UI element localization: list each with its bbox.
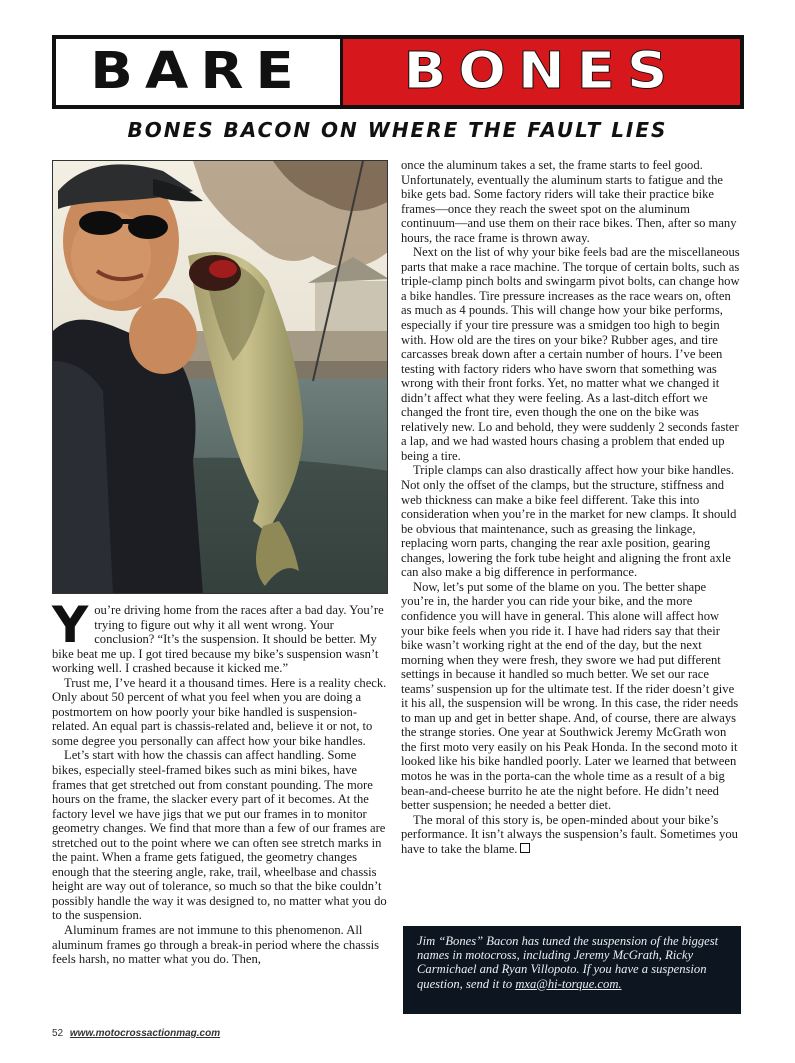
article-subtitle: BONES BACON ON WHERE THE FAULT LIES: [127, 118, 668, 142]
article-paragraph-2: Trust me, I’ve heard it a thousand times. Here is a reality check. Only about 50 percent of what you feel when you are doing a postmortem on how poorly your bike handled is suspension-related. An equal part is chassis-related and, believe it or not, to some degree you personally can affect how your bike handles.: [52, 675, 387, 748]
article-paragraph-7: Triple clamps can also drastically affect how your bike handles. Not only the offset of the clamps, but the structure, stiffness and web thickness can make a bike feel different. Take this into consideration when you’re in the market for new clamps. It should be obvious that maintenance, such as greasing the linkage, replacing worn parts, changing the rear axle position, gearing changes, lowering the fork tube height and aligning the front axle can also make a big difference in performance.: [401, 463, 737, 580]
article-paragraph-9: The moral of this story is, be open-minded about your bike’s performance. It isn’t always the suspension’s fault. Sometimes you have to take the blame.: [401, 812, 738, 856]
bare-bones-banner: [52, 35, 744, 109]
banner-title-bones: BONES: [403, 42, 680, 101]
article-paragraph-6: Next on the list of why your bike feels bad are the miscellaneous parts that make a race machine. The torque of certain bolts, such as triple-clamp pinch bolts and swingarm pivot bolts, can change how a bike handles. Tire pressure increases as the race wears on, often as much as 4 pounds. This will change how your bike performs, especially if your tire pressure was a smidgen too high to begin with. How old are the tires on your bike? Rubber ages, and tire carcasses break down after a certain number of hours. I’ve been testing with factory riders who have sworn that something was wrong with their front forks. Yet, no matter what we changed it didn’t affect what they were feeling. As a last-ditch effort we changed the front tire, even though the one on the bike was relatively new. Lo and behold, they were suddenly 2 seconds faster a lap, and we had wasted hours chasing a problem that ended up being a tire.: [401, 245, 740, 463]
page-footer: [52, 1028, 220, 1039]
article-right-column: [401, 158, 741, 856]
article-paragraph-4: Aluminum frames are not immune to this phenomenon. All aluminum frames go through a break-in period where the chassis feels harsh, no matter what you do. Then,: [52, 923, 379, 967]
banner-title-bare: BARE: [90, 42, 306, 101]
article-paragraph-1: You’re driving home from the races after a bad day. You’re trying to figure out why it all went wrong. Your conclusion? “It’s the suspension. It should be better. My bike beat me up. I got tired because my bike’s suspension wasn’t working well. I crashed because it kicked me.”: [52, 596, 384, 676]
author-bio-box: [403, 926, 741, 1014]
fisherman-with-bass-photo: [52, 160, 388, 594]
author-email-link[interactable]: mxa@hi-torque.com.: [515, 976, 622, 991]
website-link[interactable]: www.motocrossactionmag.com: [69, 1028, 221, 1039]
article-paragraph-8: Now, let’s put some of the blame on you. The better shape you’re in, the harder you can ride your bike, and the more confidence you will have in general. This alone will affect how your bike feels when you ride it. I have had riders say that their bike wasn’t working right at the end of the day, but the next morning when they were fresh, they swore we had put different settings in because it handled so much better. We set our race teams’ suspension up for the ultimate test. If the rider doesn’t give it his all, the suspension will be wrong. In this case, the rider needs to man up and get in better shape. And, of course, there are always the strange stories. One year at Southwick Jeremy McGrath won the first moto very easily on his Peak Honda. In the second moto it looked like his bike handled poorly. Later we learned that between motos he was in the porta-can the whole time as a result of a big bean-and-cheese burrito he ate the night before. He didn’t need better suspension; he needed a better diet.: [401, 579, 739, 813]
end-mark-icon: [520, 843, 530, 853]
article-left-column: [52, 596, 388, 967]
page-number: 52: [52, 1028, 64, 1039]
article-paragraph-5: once the aluminum takes a set, the frame starts to feel good. Unfortunately, eventually the aluminum starts to fatigue and the bike gets bad. Some factory riders will take their practice bike frames—once they reach the sweet spot on the aluminum continuum—and use them on their race bikes. Then, after so many hours, the race frame is thrown away.: [401, 158, 737, 245]
drop-cap: Y: [52, 596, 89, 654]
author-bio-text: Jim “Bones” Bacon has tuned the suspension of the biggest names in motocross, including Jeremy McGrath, Ricky Carmichael and Ryan Villopoto. If you have a suspension question, send it to: [417, 934, 719, 991]
article-paragraph-3: Let’s start with how the chassis can affect handling. Some bikes, especially steel-framed bikes such as mini bikes, have frames that get stretched out from constant pounding. The more hours on the frame, the slacker every part of it becomes. At the factory level we have jigs that we put our frames in to monitor geometry changes. We find that more than a few of our frames are stretched out to the point where we can often see stretch marks in the paint. When a frame gets fatigued, the geometry changes enough that the steering angle, rake, trail, wheelbase and chassis height are way out of tolerance, so much so that the bike couldn’t possibly handle the way it was designed to, no matter what you do to the suspension.: [52, 748, 387, 923]
banner-bare-block: [56, 39, 340, 105]
banner-bones-block: [340, 39, 740, 105]
